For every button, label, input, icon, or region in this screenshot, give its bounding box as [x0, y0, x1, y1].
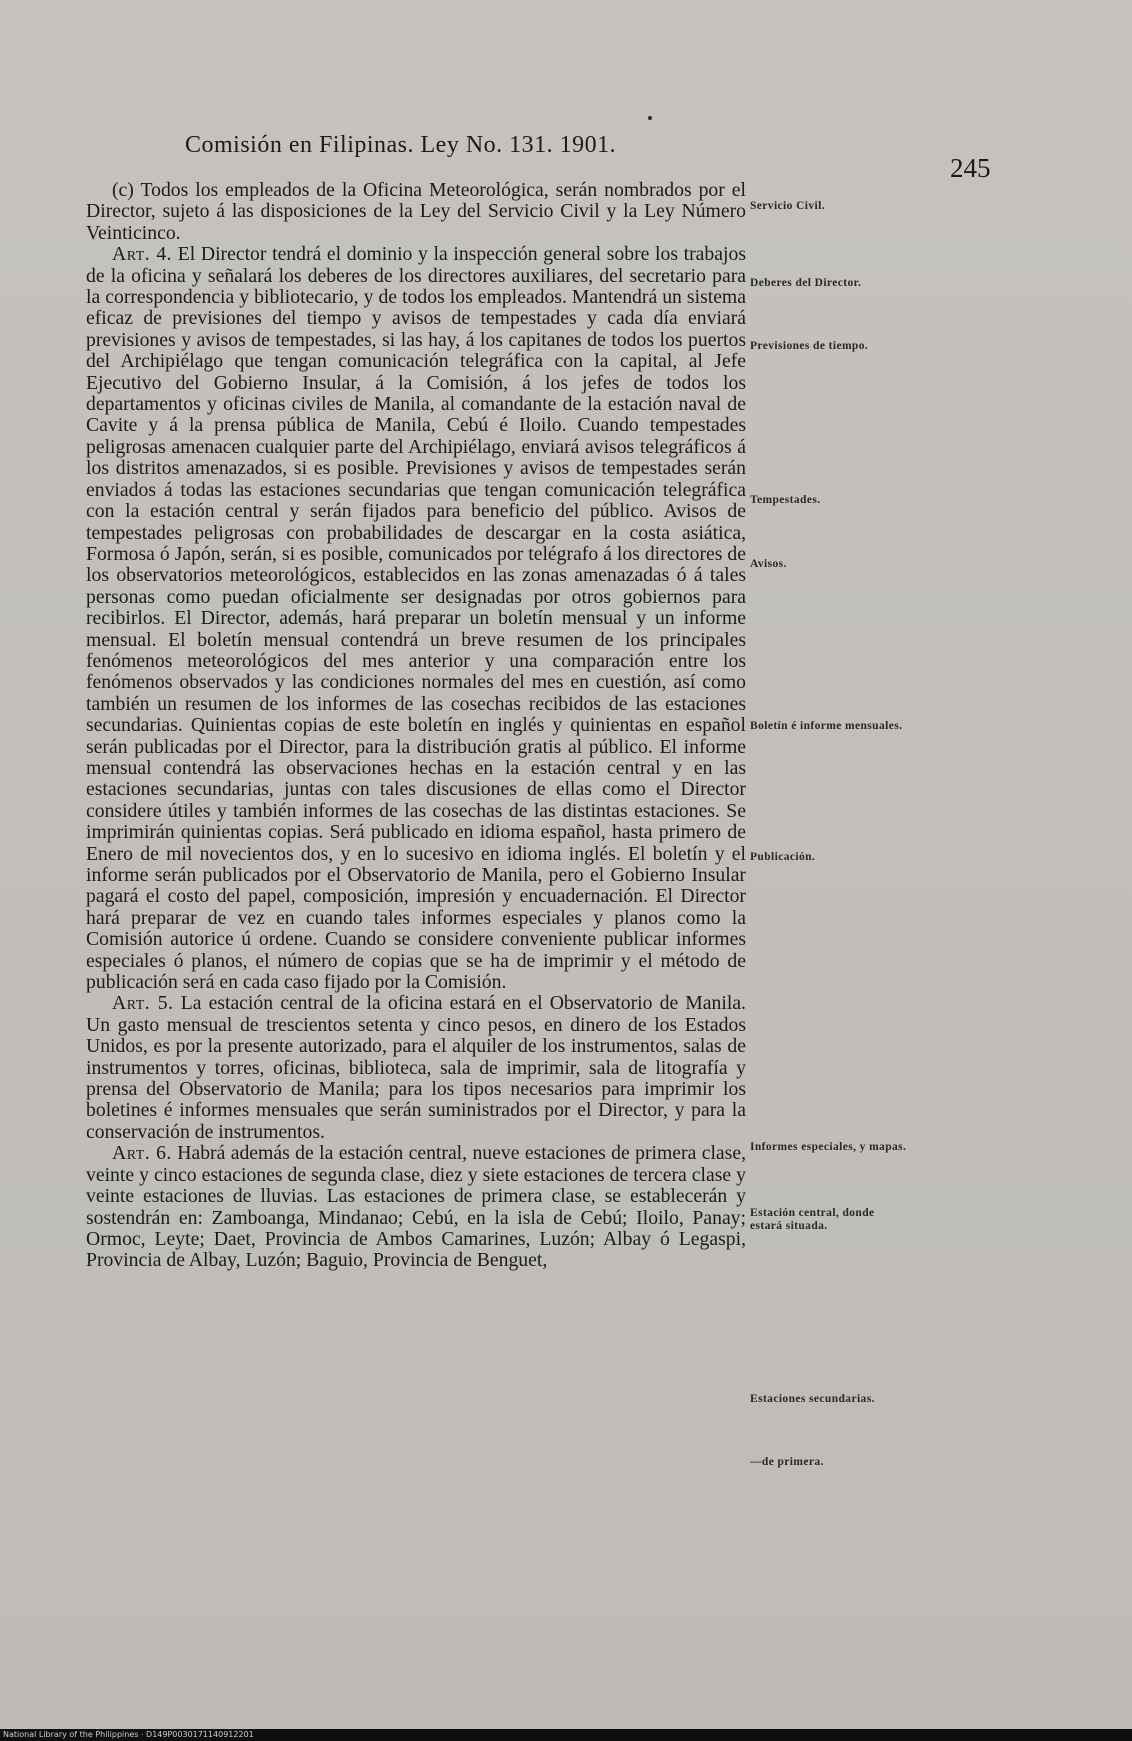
margin-note: Tempestades. — [750, 494, 821, 506]
margin-note: —de primera. — [750, 1456, 824, 1468]
paragraph-text: (c) Todos los empleados de la Oficina Meteorológica, serán nombrados por el Director, sujeto á las disposiciones de la Ley del Servicio Civil y la Ley Número Veinticinco. — [86, 179, 746, 244]
body-text — [86, 180, 746, 1272]
margin-note: Publicación. — [750, 851, 816, 863]
running-header: Comisión en Filipinas. Ley No. 131. 1901. — [185, 132, 617, 158]
margin-note: Estación central, donde estará situada. — [750, 1207, 875, 1232]
archive-footer-bar — [0, 1729, 1132, 1741]
paragraph-c — [86, 180, 746, 244]
page-number: 245 — [950, 153, 991, 183]
paragraph-art-5 — [86, 993, 746, 1143]
article-label: Art. 5. — [112, 992, 174, 1015]
archive-credit: National Library of the Philippines · D149P0030171140912201 — [3, 1730, 254, 1739]
paragraph-text: La estación central de la oficina estará en el Observatorio de Manila. Un gasto mensual de trescientos setenta y cinco pesos, en dinero de los Estados Unidos, es por la presente autorizado, para el alquiler de los instrumentos, salas de instrumentos y torres, oficinas, biblioteca, sala de imprimir, sala de litografía y prensa del Observatorio de Manila; para los tipos necesarios para imprimir los boletines é informes mensuales que serán suministrados por el Director, y para la conservación de instrumentos. — [86, 992, 746, 1143]
margin-note: Avisos. — [750, 558, 787, 570]
paragraph-art-4 — [86, 244, 746, 993]
ink-speck — [648, 116, 652, 120]
paragraph-text: Habrá además de la estación central, nueve estaciones de primera clase, veinte y cinco estaciones de segunda clase, diez y siete estaciones de tercera clase y veinte estaciones de lluvias. Las estaciones de primera clase, se establecerán y sostendrán en: Zamboanga, Mindanao; Cebú, en la isla de Cebú; Iloilo, Panay; Ormoc, Leyte; Daet, Provincia de Ambos Camarines, Luzón; Albay ó Legaspi, Provincia de Albay, Luzón; Baguio, Provincia de Benguet, — [86, 1142, 746, 1272]
margin-note: Servicio Civil. — [750, 200, 825, 212]
margin-note: Informes especiales, y mapas. — [750, 1141, 907, 1153]
margin-note: Deberes del Director. — [750, 277, 862, 289]
paragraph-art-6 — [86, 1143, 746, 1271]
margin-note: Estaciones secundarias. — [750, 1393, 875, 1405]
article-label: Art. 4. — [112, 243, 173, 266]
paragraph-text: El Director tendrá el dominio y la inspección general sobre los trabajos de la oficina y señalará los deberes de los directores auxiliares, del secretario para la correspondencia y bibliotecario, y de todos los empleados. Mantendrá un sistema eficaz de previsiones del tiempo y avisos de tempestades y cada día enviará previsiones y avisos de tempestades, si las hay, á los capitanes de todos los puertos del Archipiélago que tengan comunicación telegráfica con la capital, al Jefe Ejecutivo del Gobierno Insular, á la Comisión, á los jefes de todos los departamentos y oficinas civiles de Manila, al comandante de la estación naval de Cavite y á la prensa pública de Manila, Cebú é Iloilo. Cuando tempestades peligrosas amenacen cualquier parte del Archipiélago, enviará avisos telegráficos á los distritos amenazados, si es posible. Previsiones y avisos de tempestades serán enviados á todas las estaciones secundarias que tengan comunicación telegráfica con la estación central y serán fijados para beneficio del público. Avisos de tempestades peligrosas con probabilidades de descargar en la costa asiática, Formosa ó Japón, serán, si es posible, comunicados por telégrafo á los directores de los observatorios meteorológicos, establecidos en las zonas amenazadas ó á tales personas como puedan oficialmente ser designadas por otros gobiernos para recibirlos. El Director, además, hará preparar un boletín mensual y un informe mensual. El boletín mensual contendrá un breve resumen de los principales fenómenos meteorológicos del mes anterior y una comparación entre los fenómenos observados y las condiciones normales del mes en cuestión, así como también un resumen de los informes de las cosechas recibidos de las estaciones secundarias. Quinientas copias de este boletín en inglés y quinientas en español serán publicadas por el Director, para la distribución gratis al público. El informe mensual contendrá las observaciones hechas en la estación central y en las estaciones secundarias, juntas con tales discusiones de ellas como el Director considere útiles y también informes de las cosechas de las distintas estaciones. Se imprimirán quinientas copias. Será publicado en idioma español, hasta primero de Enero de mil novecientos dos, y en lo sucesivo en idioma inglés. El boletín y el informe serán publicados por el Observatorio de Manila, pero el Gobierno Insular pagará el costo del papel, composición, impresión y encuadernación. El Director hará preparar de vez en cuando tales informes especiales y planos como la Comisión autorice ú ordene. Cuando se considere conveniente publicar informes especiales ó planos, el número de copias que se ha de imprimir y el método de publicación será en cada caso fijado por la Comisión. — [86, 243, 746, 994]
margin-note: Boletín é informe mensuales. — [750, 720, 903, 732]
article-label: Art. 6. — [112, 1142, 172, 1165]
margin-note: Previsiones de tiempo. — [750, 340, 869, 352]
